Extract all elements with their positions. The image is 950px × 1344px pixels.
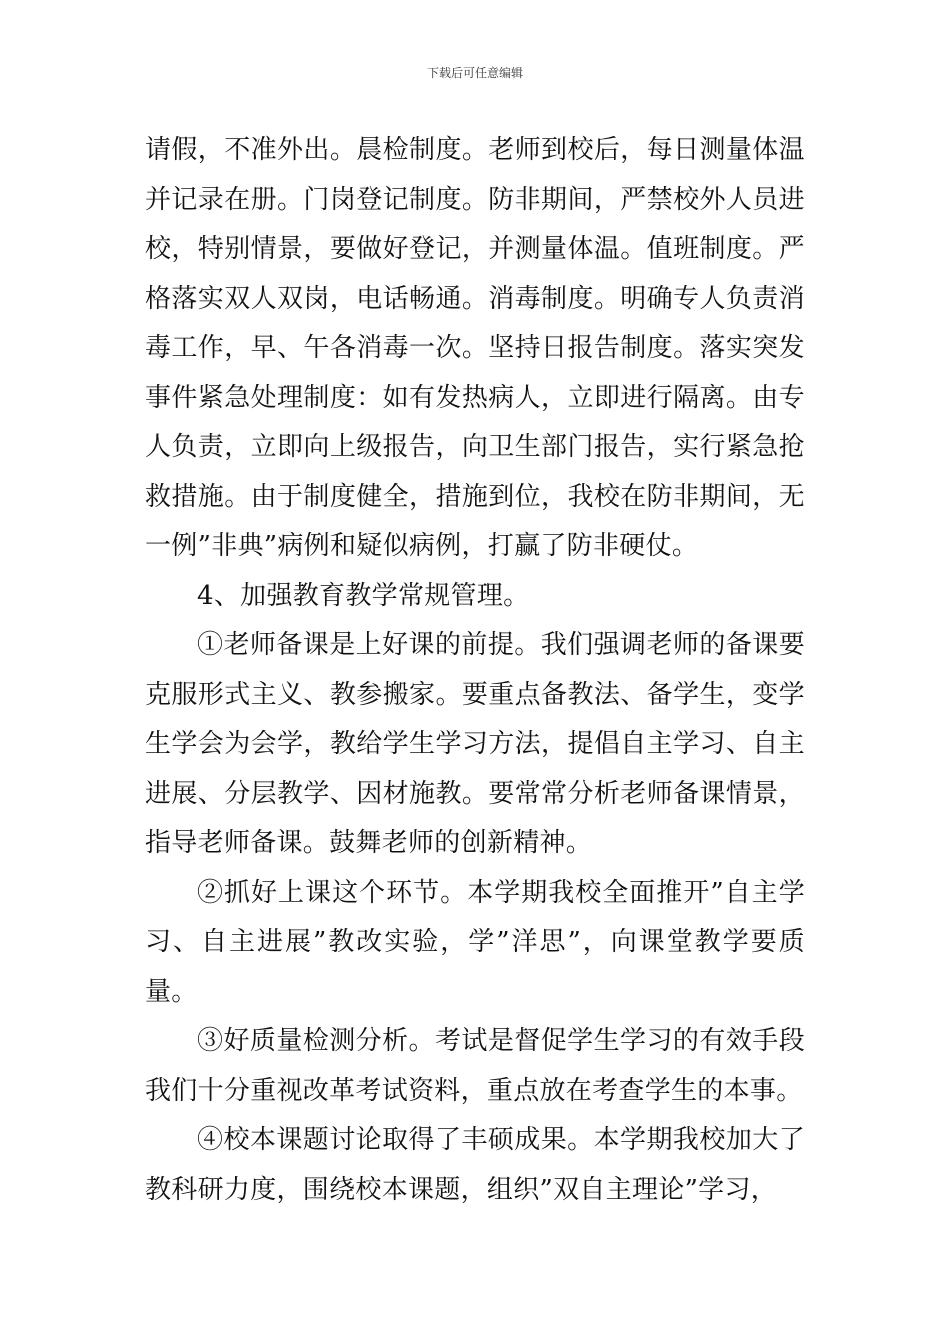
paragraph-research: ④校本课题讨论取得了丰硕成果。本学期我校加大了教科研力度，围绕校本课题，组织”双自主理论”学习， bbox=[145, 1125, 805, 1205]
page-header: 下载后可任意编辑 bbox=[426, 66, 523, 80]
paragraph-classes: ②抓好上课这个环节。本学期我校全面推开”自主学习、自主进展”教改实验，学”洋思”，向课堂教学要质量。 bbox=[145, 877, 805, 1007]
document-body bbox=[145, 126, 805, 1215]
section-heading: 4、加强教育教学常规管理。 bbox=[197, 580, 530, 611]
paragraph-quality-check: ③好质量检测分析。考试是督促学生学习的有效手段我们十分重视改革考试资料，重点放在考查学生的本事。 bbox=[145, 1026, 805, 1106]
paragraph-lesson-prep: ①老师备课是上好课的前提。我们强调老师的备课要克服形式主义、教参搬家。要重点备教法、备学生，变学生学会为会学，教给学生学习方法，提倡自主学习、自主进展、分层教学、因材施教。要常常分析老师备课情景，指导老师备课。鼓舞老师的创新精神。 bbox=[145, 630, 805, 858]
paragraph-continued: 请假，不准外出。晨检制度。老师到校后，每日测量体温并记录在册。门岗登记制度。防非期间，严禁校外人员进校，特别情景，要做好登记，并测量体温。值班制度。严格落实双人双岗，电话畅通。消毒制度。明确专人负责消毒工作，早、午各消毒一次。坚持日报告制度。落实突发事件紧急处理制度：如有发热病人，立即进行隔离。由专人负责，立即向上级报告，向卫生部门报告，实行紧急抢救措施。由于制度健全，措施到位，我校在防非期间，无一例”非典”病例和疑似病例，打赢了防非硬仗。 bbox=[145, 135, 805, 561]
